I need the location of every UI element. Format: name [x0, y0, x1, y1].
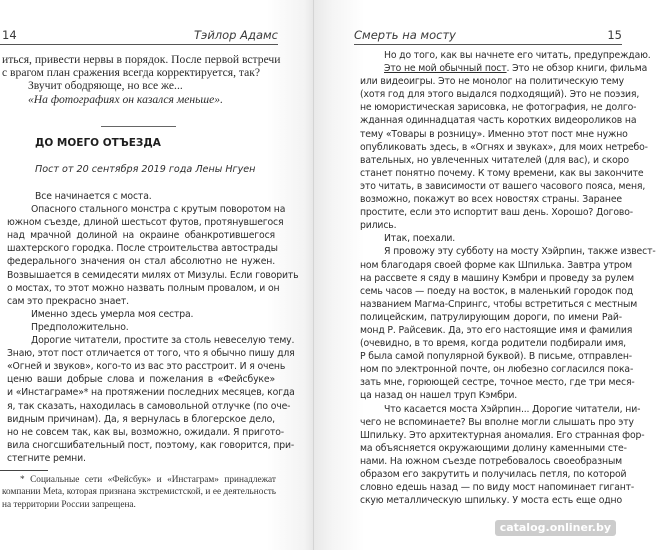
text-line: Но до того, как вы начнете его читать, предупреждаю.	[384, 50, 651, 61]
text-line: вила сногсшибательный пост, поэтому, как говорится, при-	[7, 439, 295, 451]
text-line: чего не вспоминаете? Вы вполне могли слышать про эту	[360, 416, 634, 428]
text-line: Звучит ободряюще, но все же...	[28, 79, 183, 93]
text-line: я, так сказать, находилась в самовольной отлучке (по оче-	[7, 400, 291, 412]
text-line: ца назад он нашел труп Кэмбри.	[360, 390, 518, 402]
header-rule	[354, 44, 622, 45]
text-line: Все начинается с моста.	[35, 191, 152, 202]
text-line: сам это прекрасно знает.	[7, 295, 129, 307]
text-line: над мрачной долиной на окраине обанкротившегося	[7, 230, 275, 242]
text-line	[360, 62, 648, 75]
section-title: ДО МОЕГО ОТЪЕЗДА	[35, 137, 161, 149]
text-line: скую металлическую шпильку. У моста есть еще одно	[360, 495, 622, 507]
text-line: семь часов — поеду на восток, в маленький городок под	[360, 285, 634, 297]
header-rule	[0, 44, 278, 45]
page-number-left: 14	[2, 28, 17, 42]
right-page	[314, 0, 656, 550]
text-line: (очевидно, в то время, когда родители подбирали имя,	[360, 338, 626, 350]
text-line: образом его закрутить и получилась петля, по которой	[360, 469, 627, 480]
text-line: Знаю, этот пост отличается от того, что я обычно пишу для	[7, 348, 295, 360]
text-line: ном благодаря своей форме как Шпилька. Завтра утром	[360, 259, 633, 271]
text-line: вательных, но увлеченных читателей (для вас), и скоро	[360, 154, 629, 166]
text-line: станет понятно почему. К тому времени, как вы закончите	[360, 167, 644, 179]
text-line: возможно, покажут во всех новостях страны. Заранее	[360, 194, 622, 206]
text-line: тему «Товары в розницу». Именно этот пост мне нужно	[360, 128, 628, 140]
text-line: нами. На южном съезде потребовалось своеобразным	[360, 455, 622, 467]
text-line: полицейским, патрулирующим дороги, по имени Рай-	[360, 311, 622, 323]
left-page	[0, 0, 314, 550]
footnote-divider	[0, 470, 48, 471]
text-line: южном съезде, длиной шестьсот футов, протянувшегося	[7, 217, 284, 229]
text-line: Что касается моста Хэйрпин... Дорогие читатели, ни-	[384, 403, 641, 415]
text-line: Опасного стального монстра с крутым поворотом на	[31, 204, 286, 216]
text-line: ном по электронной почте, он любезно согласился пока-	[360, 364, 634, 376]
text-line: «На фотографиях он казался меньше».	[28, 92, 223, 106]
text-line: ценю ваши добрые слова и пожелания в «Фейсбуке»	[7, 374, 275, 386]
text-line: простите, если это испортит ваш день. Хорошо? Догово-	[360, 207, 633, 219]
text-fragment: . Это не обзор книги, фильма	[506, 63, 648, 75]
text-line: Я провожу эту субботу на мосту Хэйрпин, также извест-	[384, 246, 656, 258]
text-line: Итак, поехали.	[384, 233, 456, 245]
running-head-author: Тэйлор Адамс	[193, 28, 278, 42]
footnote-line: на территории России запрещена.	[2, 499, 136, 510]
text-line: ма объясняется окружающими долину каменными сте-	[360, 442, 627, 454]
emphasis-link-text: Это не мой обычный пост	[384, 63, 507, 75]
text-line: словно едешь назад — по виду мост напоминает гигант-	[360, 482, 635, 494]
text-line: зать мне, горюющей сестре, точное место, где три меся-	[360, 377, 635, 389]
text-line: федерального значения он стал абсолютно не нужен.	[7, 256, 275, 268]
text-line: (хотя год для этого выдался подходящий). Это не поэзия,	[360, 89, 640, 101]
watermark: catalog.onliner.by	[495, 520, 616, 536]
text-line: или видеоигры. Это не монолог на политическую тему	[360, 76, 624, 88]
text-line: иться, привести нервы в порядок. После первой встречи	[2, 53, 281, 66]
text-line: названием Магма-Спрингс, чтобы встретиться с местным	[360, 298, 638, 310]
text-line: о мостах, то этот можно назвать полным провалом, и он	[7, 282, 280, 294]
text-line: Р была самой популярной буквой). В письме, отправлен-	[360, 351, 632, 363]
text-line: жданная одиннадцатая часть коротких видеороликов на	[360, 115, 637, 127]
text-line: шахтерского городка. После строительства автострады	[7, 243, 278, 255]
intro-text	[2, 53, 281, 106]
text-line: Предположительно.	[31, 321, 129, 333]
text-line: Дорогие читатели, простите за столь невеселую тему.	[31, 335, 295, 347]
footnote-line: компании Meta, которая признана экстремистской, и ее деятельность	[2, 487, 276, 498]
footnote-line: * Социальные сети «Фейсбук» и «Инстаграм» принадлежат	[20, 475, 276, 485]
body-text-left	[7, 190, 299, 465]
footnote	[2, 474, 276, 511]
text-line: опубликовать здесь, в «Огнях и звуках», для моих нетребо-	[360, 141, 648, 153]
text-line: «Огней и звуков», кого-то из вас это расстроит. И я очень	[7, 361, 286, 373]
text-line: не юмористическая зарисовка, не фотография, не долго-	[360, 102, 637, 114]
text-line: рились.	[360, 220, 397, 232]
text-line: это читать, в зависимости от вашего часового пояса, меня,	[360, 180, 646, 192]
text-line: на рассвете я сяду в машину Кэмбри и проведу за рулем	[360, 272, 635, 284]
text-line: Возвышается в семидесяти милях от Мизулы. Если говорить	[7, 269, 299, 281]
text-line: видным причинам). Да, я вернулась в блогерское дело,	[7, 413, 275, 425]
text-line: с врагом план сражения всегда корректируется, так?	[2, 66, 261, 80]
text-line: стегните ремни.	[7, 452, 86, 464]
text-line: и «Инстаграме»* на протяжении последних месяцев, когда	[7, 387, 295, 399]
page-number-right: 15	[607, 28, 622, 42]
text-line: Именно здесь умерла моя сестра.	[31, 308, 194, 320]
body-text-right	[360, 49, 656, 507]
post-byline: Пост от 20 сентября 2019 года Лены Нгуен	[35, 164, 256, 175]
text-line: но не совсем так, как вы, возможно, ожидали. Я пригото-	[7, 426, 285, 438]
text-line: Шпильку. Это архитектурная аномалия. Его странная фор-	[360, 429, 645, 441]
running-head-title: Смерть на мосту	[354, 28, 456, 42]
section-divider	[101, 126, 176, 127]
text-line: монд Р. Райсевик. Да, это его настоящие имя и фамилия	[360, 324, 633, 336]
